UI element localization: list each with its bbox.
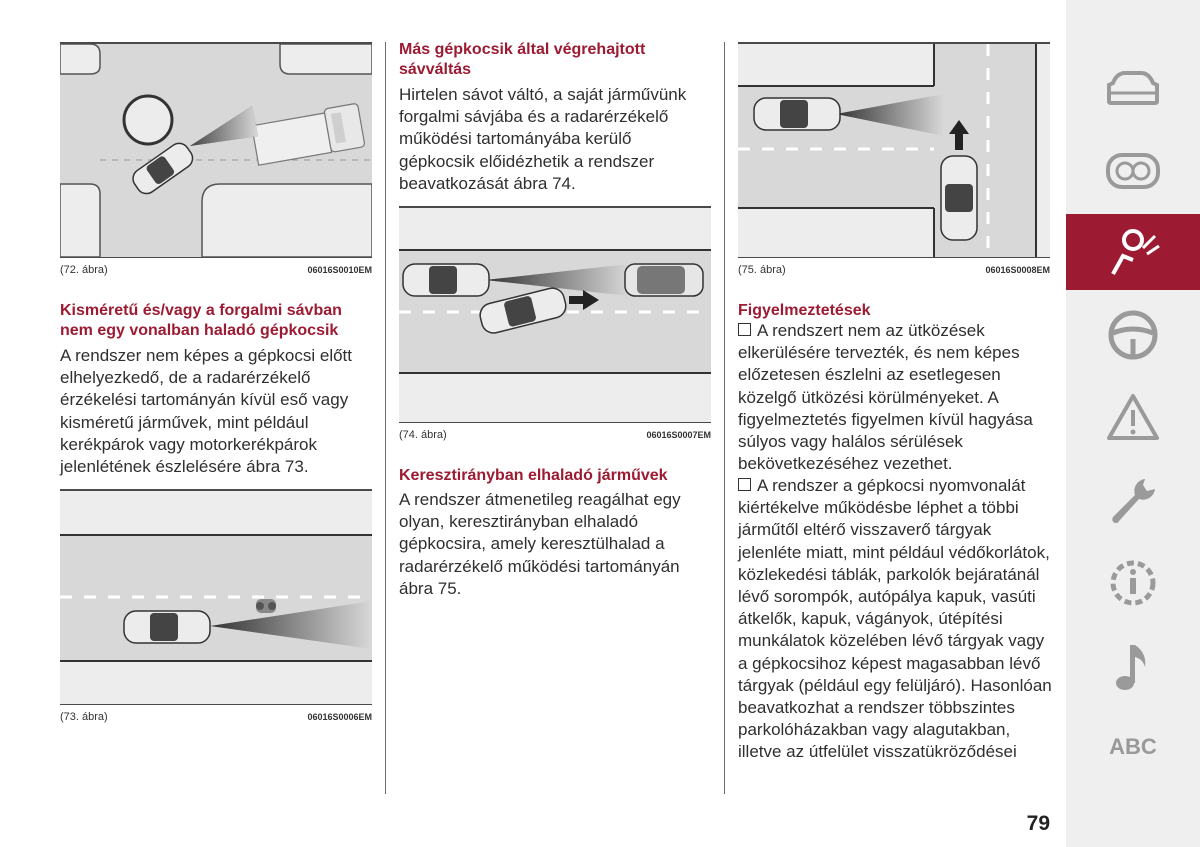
warning-item xyxy=(738,475,1052,764)
warning-text: A rendszer a gépkocsi nyomvonalát kiértékelve működésbe léphet a többi járműtől eltérő visszaverő tárgyak jelenléte miatt, mint például védőkorlátok, közlekedési táblák, parkolók bejáratánál lévő sorompók, autópálya kapuk, vasúti átkelők, kapuk, vágányok, útépítési munkálatok közelében lévő tárgyak vagy a gépkocsihoz képest magasabban lévő tárgyak (például egy felüljáró). Hasonlóan beavatkozhat a rendszer többszintes parkolóházakban vagy alagutakban, illetve az útfelület visszatükröződései xyxy=(738,476,1052,762)
figure-caption: (72. ábra) xyxy=(60,264,108,276)
section-body: A rendszer átmenetileg reagálhat egy olyan, keresztirányban elhaladó gépkocsira, amely keresztülhalad a radarérzékelő működési tartományán ábra 75. xyxy=(399,490,681,598)
page-number: 79 xyxy=(1026,812,1050,835)
figure-caption: (75. ábra) xyxy=(738,264,786,276)
sidebar-item-emergency[interactable] xyxy=(1066,380,1200,454)
sidebar-item-maintenance[interactable] xyxy=(1066,464,1200,538)
figure-74 xyxy=(399,208,711,422)
figure-rule xyxy=(399,422,711,423)
intersection-illustration xyxy=(60,44,372,257)
column-divider xyxy=(385,42,386,794)
sidebar-item-technical-data[interactable] xyxy=(1066,546,1200,620)
warning-text: A rendszert nem az ütközések elkerülésére tervezték, és nem képes előzetesen észlelni az esetlegesen közelgő ütközési körülményeket. A figyelmeztetés figyelmen kívül hagyása súlyos vagy halálos sérülések bekövetkezéséhez vezethet. xyxy=(738,321,1033,474)
section-heading: Keresztirányban elhaladó járművek xyxy=(399,467,668,484)
wrench-icon xyxy=(1105,473,1161,529)
figure-rule xyxy=(738,257,1050,258)
figure-code: 06016S0010EM xyxy=(307,265,372,275)
column-divider xyxy=(724,42,725,794)
checkbox-bullet-icon xyxy=(738,478,751,491)
sidebar-item-safety[interactable] xyxy=(1066,214,1200,290)
road-motorcycle-illustration xyxy=(60,491,372,704)
dashboard-icon xyxy=(1105,151,1161,191)
index-label: ABC xyxy=(1109,734,1157,759)
car xyxy=(124,611,210,643)
airbag-icon xyxy=(1103,226,1163,278)
figure-rule xyxy=(60,704,372,705)
figure-code: 06016S0007EM xyxy=(646,430,711,440)
chapter-sidebar xyxy=(1066,0,1200,847)
figure-code: 06016S0006EM xyxy=(307,712,372,722)
section-heading: Figyelmeztetések xyxy=(738,302,871,319)
cross-traffic-illustration xyxy=(738,44,1050,257)
warning-item xyxy=(738,320,1052,475)
warning-icon xyxy=(1105,392,1161,442)
sidebar-item-multimedia[interactable] xyxy=(1066,630,1200,704)
lead-car xyxy=(625,264,703,296)
steering-wheel-icon xyxy=(1107,309,1159,361)
figure-caption: (73. ábra) xyxy=(60,711,108,723)
figure-75 xyxy=(738,44,1050,257)
sidebar-item-driving[interactable] xyxy=(1066,298,1200,372)
car-icon xyxy=(1105,69,1161,109)
lane-change-illustration xyxy=(399,208,711,422)
section-body: Hirtelen sávot váltó, a saját járművünk forgalmi sávjába és a radarérzékelő működési tartományába kerülő gépkocsik előidézhetik a rendszer beavatkozását ábra 74. xyxy=(399,85,687,193)
figure-rule xyxy=(60,257,372,258)
music-note-icon xyxy=(1113,639,1153,695)
section-heading: Más gépkocsik által végrehajtott sávváltás xyxy=(399,41,646,78)
info-gear-icon xyxy=(1105,555,1161,611)
own-car xyxy=(403,264,489,296)
section-body: A rendszer nem képes a gépkocsi előtt elhelyezkedő, de a radarérzékelő érzékelési tartományán kívül eső vagy kisméretű járművek, mint például kerékpárok vagy motorkerékpárok jelenlétének észlelésére ábra 73. xyxy=(60,346,352,477)
sidebar-item-index[interactable] xyxy=(1066,710,1200,784)
figure-73 xyxy=(60,491,372,704)
figure-72 xyxy=(60,44,372,257)
sidebar-item-dashboard[interactable] xyxy=(1066,134,1200,208)
figure-caption: (74. ábra) xyxy=(399,429,447,441)
section-heading: Kisméretű és/vagy a forgalmi sávban nem egy vonalban haladó gépkocsik xyxy=(60,302,342,339)
checkbox-bullet-icon xyxy=(738,323,751,336)
sidebar-item-car[interactable] xyxy=(1066,52,1200,126)
crossing-car xyxy=(941,156,977,240)
own-car xyxy=(754,98,840,130)
figure-code: 06016S0008EM xyxy=(985,265,1050,275)
motorcycle xyxy=(256,599,276,613)
